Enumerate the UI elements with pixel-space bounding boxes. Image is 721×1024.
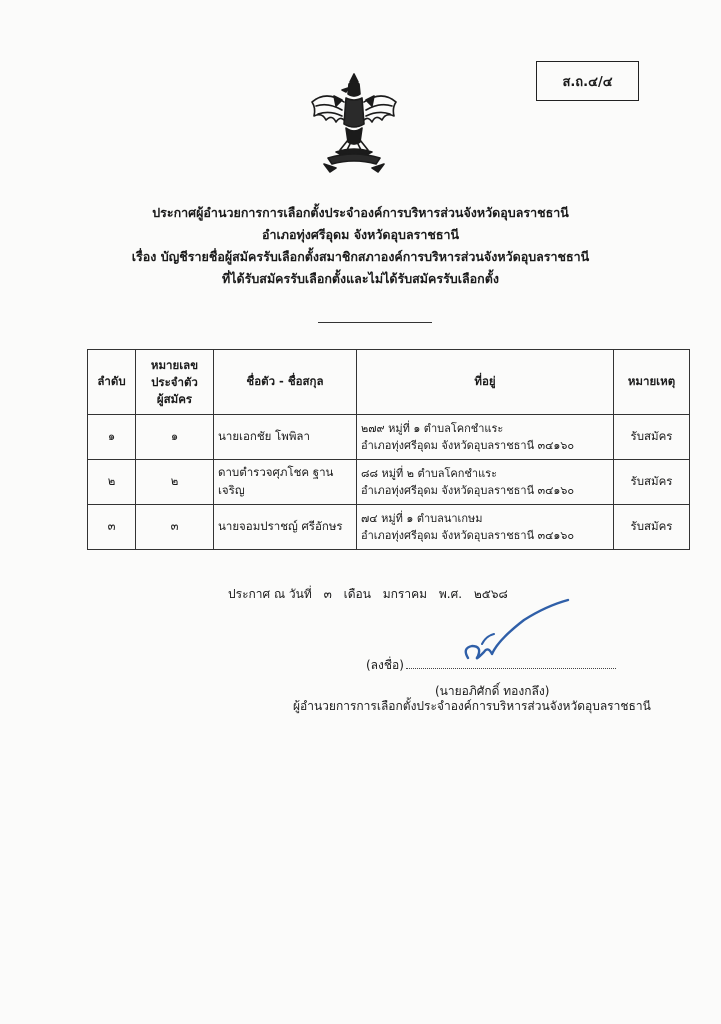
cell-address [357,460,614,505]
document-heading [0,202,721,290]
header-number [136,350,214,415]
form-code: ส.ถ.๔/๔ [562,74,613,90]
address-line-1: ๗๔ หมู่ที่ ๑ ตำบลนาเกษม [361,512,483,525]
cell-remark: รับสมัคร [614,505,690,550]
form-code-box [536,61,639,101]
heading-line-1: ประกาศผู้อำนวยการการเลือกตั้งประจำองค์การบริหารส่วนจังหวัดอุบลราชธานี [152,205,569,220]
garuda-emblem-icon [306,72,402,174]
cell-order: ๒ [88,460,136,505]
cell-order: ๑ [88,415,136,460]
header-remark: หมายเหตุ [614,350,690,415]
cell-order: ๓ [88,505,136,550]
announce-month-label: เดือน [343,587,371,601]
heading-line-2: อำเภอทุ่งศรีอุดม จังหวัดอุบลราชธานี [261,227,460,242]
signature-line [366,656,616,675]
candidate-table [87,349,690,550]
address-line-1: ๒๗๙ หมู่ที่ ๑ ตำบลโคกชำแระ [361,422,504,435]
address-line-2: อำเภอทุ่งศรีอุดม จังหวัดอุบลราชธานี ๓๔๑๖๐ [361,529,575,542]
cell-address [357,415,614,460]
address-line-2: อำเภอทุ่งศรีอุดม จังหวัดอุบลราชธานี ๓๔๑๖๐ [361,439,575,452]
cell-name: นายเอกชัย โพพิลา [214,415,357,460]
cell-number: ๓ [136,505,214,550]
cell-address [357,505,614,550]
heading-line-3: เรื่อง บัญชีรายชื่อผู้สมัครรับเลือกตั้งสมาชิกสภาองค์การบริหารส่วนจังหวัดอุบลราชธานี [131,249,590,264]
signature-dots [406,656,616,669]
cell-name: ดาบตำรวจศุภโชค ฐานเจริญ [214,460,357,505]
cell-remark: รับสมัคร [614,460,690,505]
cell-number: ๑ [136,415,214,460]
table-row [88,415,690,460]
heading-divider [318,322,432,323]
header-address: ที่อยู่ [357,350,614,415]
signer-title: ผู้อำนวยการการเลือกตั้งประจำองค์การบริหารส่วนจังหวัดอุบลราชธานี [293,699,651,713]
cell-name: นายจอมปราชญ์ ศรีอักษร [214,505,357,550]
table-header-row [88,350,690,415]
cell-remark: รับสมัคร [614,415,690,460]
heading-line-4: ที่ได้รับสมัครรับเลือกตั้งและไม่ได้รับสมัครรับเลือกตั้ง [222,271,499,286]
announce-label: ประกาศ ณ วันที่ [228,587,312,601]
signer-name: (นายอภิศักดิ์ ทองกลึง) [435,684,550,698]
header-number-line: ประจำตัว [151,374,198,389]
announce-month: มกราคม [382,587,428,601]
announce-year: ๒๕๖๘ [473,587,508,601]
header-number-line: ผู้สมัคร [156,391,193,406]
header-name: ชื่อตัว - ชื่อสกุล [214,350,357,415]
cell-number: ๒ [136,460,214,505]
sign-label: (ลงชื่อ) [366,658,404,672]
announce-day: ๓ [323,587,332,601]
header-number-line: หมายเลข [150,357,199,372]
table-row [88,460,690,505]
table-row [88,505,690,550]
address-line-1: ๘๘ หมู่ที่ ๒ ตำบลโคกชำแระ [361,467,497,480]
header-order: ลำดับ [88,350,136,415]
address-line-2: อำเภอทุ่งศรีอุดม จังหวัดอุบลราชธานี ๓๔๑๖๐ [361,484,575,497]
announce-year-label: พ.ศ. [438,587,463,601]
